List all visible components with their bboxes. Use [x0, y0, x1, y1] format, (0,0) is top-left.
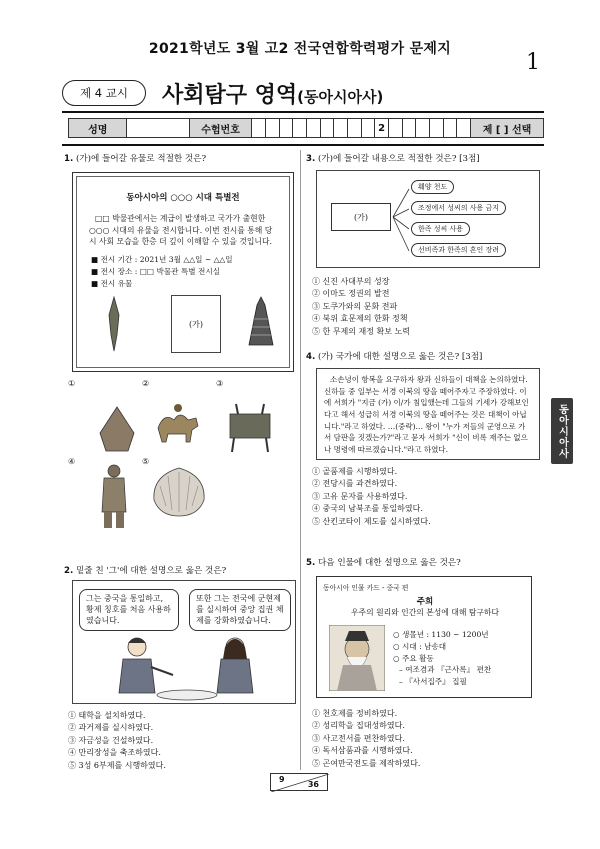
q4-option[interactable]: ④ 중국의 남북조를 통일하였다. — [312, 504, 423, 514]
q4-passage: 소손녕이 항복을 요구하자 왕과 신하들이 대책을 논의하였다. 신하들 중 일부는 서경 이북의 땅을 떼어주자고 주장하였다. 이에 서희가 "지금 (가) 이/가 침입했는데 그들의 기세가 강해보인다고 해서 성급히 서경 이북의 땅을 떼어주는 것은 대책이 아닙니다."라고 하였다. …(중략)… 왕이 "누가 저들의 군영으로 가서 담판을 짓겠는가?"라고 묻자 서희가 "신이 비록 재주는 없으나 명령에 따르겠습니다."라고 하였다. — [316, 368, 540, 460]
q2-option[interactable]: ④ 만리장성을 축조하였다. — [68, 748, 161, 758]
q4-number: 4. — [306, 352, 316, 362]
q5-prompt — [306, 558, 542, 570]
q5-card-header: 동아시아 인물 카드 - 중국 편 — [323, 584, 409, 592]
q3-branch: 조정에서 성씨의 사용 금지 — [411, 201, 506, 215]
q3-number: 3. — [306, 154, 316, 164]
q1-option-5[interactable]: ⑤ — [142, 457, 150, 466]
q4-option[interactable]: ② 전당시를 과견하였다. — [312, 479, 398, 489]
q5-fact: ○ 시대 : 남송대 — [393, 641, 447, 651]
q2-option[interactable]: ⑤ 3성 6부제를 시행하였다. — [68, 760, 166, 770]
q1-box-title: 동아시아의 ○○○ 시대 특별전 — [126, 193, 240, 203]
exam-digit-cell[interactable] — [265, 118, 279, 138]
info-rule — [62, 144, 544, 146]
q3-branch: 한족 성씨 사용 — [411, 222, 470, 236]
bronze-dagger-icon — [99, 295, 129, 355]
name-field[interactable] — [126, 118, 188, 138]
exam-number-label: 수험번호 — [189, 118, 251, 138]
q5-fact: – 『사서집주』 집필 — [399, 677, 467, 687]
q3-option[interactable]: ① 신진 사대부의 성장 — [312, 277, 390, 286]
q2-prompt — [64, 566, 294, 578]
q2-scene-box — [72, 580, 296, 704]
q5-fact: – 여조겸과 『근사록』 편찬 — [399, 665, 492, 675]
q4-prompt — [306, 352, 542, 364]
q5-option[interactable]: ③ 사고전서를 편찬하였다. — [312, 733, 405, 743]
page-current: 9 — [279, 775, 285, 784]
q3-text: (가)에 들어갈 내용으로 적절한 것은? [3점] — [317, 154, 480, 164]
q5-fact: ○ 생몰년 : 1130 ~ 1200년 — [393, 630, 489, 639]
q3-branch: 선비족과 한족의 혼인 장려 — [411, 243, 506, 257]
page-number: 1 — [526, 50, 540, 75]
bronze-bell-icon — [243, 295, 279, 353]
q3-branch: 훼양 천도 — [411, 180, 454, 194]
q2-bubble-right: 또한 그는 전국에 군현제를 실시하여 중앙 집권 체제를 강화하였습니다. — [189, 589, 291, 631]
exam-digit-cell[interactable] — [251, 118, 265, 138]
q3-option[interactable]: ④ 북위 효문제의 한화 정책 — [312, 314, 408, 324]
exam-digit-cell[interactable] — [456, 118, 470, 138]
exam-digit-cell[interactable] — [415, 118, 429, 138]
q3-diagram-box — [316, 170, 540, 268]
q1-option-1[interactable]: ① — [68, 379, 76, 388]
q4-option[interactable]: ⑤ 산킨코타이 제도를 실시하였다. — [312, 516, 431, 526]
exam-digit-cell[interactable] — [347, 118, 361, 138]
q2-option[interactable]: ① 태학을 설치하였다. — [68, 711, 146, 720]
shell-mask-icon — [148, 464, 210, 520]
page-total: 36 — [307, 780, 319, 789]
q4-text: (가) 국가에 대한 설명으로 옳은 것은? [3점] — [317, 352, 483, 362]
q5-fact: ○ 주요 활동 — [393, 653, 434, 663]
q1-number: 1. — [64, 154, 74, 164]
q2-number: 2. — [64, 566, 74, 576]
exam-digit-cell[interactable] — [361, 118, 375, 138]
students-talking-icon — [103, 633, 273, 703]
q2-option[interactable]: ③ 자금성을 건설하였다. — [68, 735, 154, 745]
q5-option[interactable]: ⑤ 곤여만국전도를 제작하였다. — [312, 758, 421, 768]
exam-digit-cell[interactable] — [429, 118, 443, 138]
q5-option[interactable]: ② 성리학을 집대성하였다. — [312, 721, 405, 731]
q5-option[interactable]: ① 천호제를 정비하였다. — [312, 709, 398, 718]
name-label: 성명 — [68, 118, 126, 138]
q1-prompt — [64, 154, 294, 166]
q1-item: ■ 전시 기간 : 2021년 3월 △△일 ~ △△일 — [91, 255, 233, 265]
q2-bubble-left: 그는 중국을 통일하고, 황제 칭호를 처음 사용하였습니다. — [79, 589, 179, 631]
q2-text: 밑줄 친 '그'에 대한 설명으로 옳은 것은? — [75, 566, 227, 576]
subject-side-tab: 동아시아사 — [551, 398, 573, 464]
q1-text: (가)에 들어갈 유물로 적절한 것은? — [75, 154, 207, 164]
q1-item: ■ 전시 유물 — [91, 279, 133, 289]
exam-title: 2021학년도 3월 고2 전국연합학력평가 문제지 — [148, 41, 452, 57]
area-name: 사회탐구 영역 — [162, 83, 298, 108]
exam-digit-cell[interactable] — [279, 118, 293, 138]
q1-exhibit-box — [72, 172, 294, 372]
exam-digit-cell[interactable] — [320, 118, 334, 138]
hand-axe-icon — [92, 405, 142, 455]
page-counter — [270, 773, 328, 791]
q3-option[interactable]: ② 이마도 정권의 발전 — [312, 289, 390, 299]
portrait-icon — [329, 625, 385, 691]
q3-option[interactable]: ③ 도쿠가와의 문화 전파 — [312, 301, 398, 311]
exam-digit-cell[interactable] — [292, 118, 306, 138]
exam-digit-fixed: 2 — [374, 118, 388, 138]
selection-label: 제 [ ] 선택 — [470, 118, 544, 138]
bronze-vessel-icon — [222, 400, 278, 454]
q3-prompt — [306, 154, 542, 166]
q1-option-3[interactable]: ③ — [216, 379, 224, 388]
exam-digit-cell[interactable] — [402, 118, 416, 138]
q5-number: 5. — [306, 558, 316, 568]
area-title — [162, 78, 383, 109]
header-rule — [62, 111, 544, 113]
q4-option[interactable]: ① 골품제를 시행하였다. — [312, 467, 398, 476]
exam-digit-cell[interactable] — [388, 118, 402, 138]
q5-card-name: 주희 — [416, 597, 434, 607]
column-divider — [300, 150, 301, 770]
q5-facts — [393, 629, 491, 688]
q5-card-subtitle: 우주의 원리와 인간의 본성에 대해 탐구하다 — [351, 608, 499, 617]
q1-item: ■ 전시 장소 : □□ 박물관 특별 전시실 — [91, 267, 221, 277]
q5-option[interactable]: ④ 독서삼품과를 시행하였다. — [312, 746, 413, 756]
q4-option[interactable]: ③ 고유 문자를 사용하였다. — [312, 491, 408, 501]
exam-digit-cell[interactable] — [333, 118, 347, 138]
period-label: 제 4 교시 — [62, 80, 146, 106]
q3-option[interactable]: ⑤ 한 무제의 재정 확보 노력 — [312, 326, 410, 336]
q1-option-4[interactable]: ④ — [68, 457, 76, 466]
q1-placeholder: (가) — [171, 295, 221, 353]
subject-name: (동아시아사) — [297, 88, 384, 106]
terracotta-warrior-icon — [94, 462, 134, 532]
q2-option[interactable]: ② 과거제를 실시하였다. — [68, 723, 154, 733]
q5-text: 다음 인물에 대한 설명으로 옳은 것은? — [317, 558, 461, 568]
q3-center-box: (가) — [331, 203, 391, 231]
info-row — [68, 118, 544, 138]
q1-box-text: □□ 박물관에서는 계급이 발생하고 국가가 출현한 ○○○ 시대의 유물을 전시합니다. 이번 전시를 통해 당시 사회 모습을 한층 더 깊이 이해할 수 있을 것입니다. — [89, 214, 273, 247]
exam-digit-cell[interactable] — [306, 118, 320, 138]
exam-digit-cell[interactable] — [443, 118, 457, 138]
camel-figurine-icon — [150, 398, 206, 456]
q1-option-2[interactable]: ② — [142, 379, 150, 388]
q5-person-card — [316, 576, 532, 698]
